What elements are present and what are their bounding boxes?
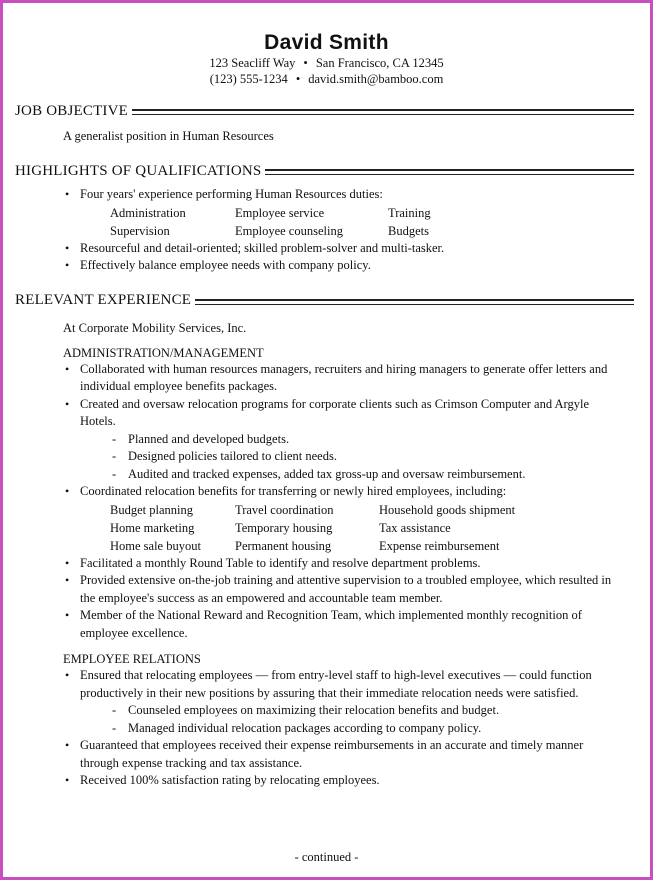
list-item: • Collaborated with human resources managers, recruiters and hiring managers to generate offer letters and individual employee benefits packages. <box>63 361 620 396</box>
list-item: • Guaranteed that employees received their expense reimbursements in an accurate and timely manner through expense tracking and tax assistance. <box>63 737 620 772</box>
subsection-title: EMPLOYEE RELATIONS <box>63 652 201 666</box>
benefit-item: Home marketing <box>110 520 195 535</box>
list-item <box>63 483 620 555</box>
list-item: • Member of the National Reward and Recognition Team, which implemented monthly recognition of employee excellence. <box>63 607 620 642</box>
experience-heading <box>15 289 634 313</box>
benefit-item: Household goods shipment <box>379 502 516 517</box>
list-item <box>63 186 620 240</box>
benefit-item: Tax assistance <box>379 520 451 535</box>
list-item-text: Coordinated relocation benefits for transferring or newly hired employees, including: <box>80 484 507 498</box>
list-item <box>63 396 620 484</box>
benefit-item: Travel coordination <box>235 502 334 517</box>
continued-note: - continued - <box>294 850 359 864</box>
sub-list <box>110 431 620 484</box>
sub-list <box>110 702 620 737</box>
duty-item: Employee service <box>235 205 325 220</box>
benefit-item: Budget planning <box>110 502 193 517</box>
bullet-separator: • <box>295 72 301 86</box>
email-address: david.smith@bamboo.com <box>308 72 444 86</box>
list-item-text: Four years' experience performing Human Resources duties: <box>80 187 383 201</box>
list-item: • Received 100% satisfaction rating by relocating employees. <box>63 772 620 790</box>
duties-grid <box>110 204 620 240</box>
address-line <box>3 55 650 71</box>
duty-item: Administration <box>110 205 186 220</box>
list-item: • Resourceful and detail-oriented; skilled problem-solver and multi-tasker. <box>63 240 620 258</box>
list-item-text: Ensured that relocating employees — from entry-level staff to high-level executives — could function productively in their new positions by assuring that their immediate relocation needs were satisfied. <box>80 668 592 700</box>
street-address: 123 Seacliff Way <box>209 56 296 70</box>
objective-text: A generalist position in Human Resources <box>63 129 274 143</box>
list-item: • Effectively balance employee needs with company policy. <box>63 257 620 275</box>
sub-list-item: - Designed policies tailored to client needs. <box>110 448 620 466</box>
benefit-item: Temporary housing <box>235 520 333 535</box>
benefits-grid <box>110 501 620 555</box>
city-state-zip: San Francisco, CA 12345 <box>315 56 444 70</box>
highlights-heading <box>15 159 634 183</box>
duty-item: Budgets <box>388 223 429 238</box>
sub-list-item: - Planned and developed budgets. <box>110 431 620 449</box>
section-rule <box>132 109 634 115</box>
resume-header <box>3 31 650 87</box>
objective-heading <box>15 99 634 123</box>
subsection-title: ADMINISTRATION/MANAGEMENT <box>63 345 264 360</box>
section-title: RELEVANT EXPERIENCE <box>15 292 195 309</box>
list-item-text: Created and oversaw relocation programs for corporate clients such as Crimson Computer and Argyle Hotels. <box>80 396 589 428</box>
section-title: JOB OBJECTIVE <box>15 103 132 120</box>
section-title: HIGHLIGHTS OF QUALIFICATIONS <box>15 163 265 180</box>
duty-item: Supervision <box>110 223 170 238</box>
benefit-item: Permanent housing <box>235 538 332 553</box>
company-name: At Corporate Mobility Services, Inc. <box>63 320 247 335</box>
bullet-separator: • <box>303 56 308 70</box>
benefit-item: Expense reimbursement <box>379 538 500 553</box>
duty-item: Employee counseling <box>235 223 343 238</box>
sub-list-item: - Counseled employees on maximizing their relocation benefits and budget. <box>110 702 620 720</box>
section-rule <box>195 299 634 305</box>
sub-list-item: - Audited and tracked expenses, added tax gross-up and oversaw reimbursement. <box>110 466 620 484</box>
candidate-name: David Smith <box>264 31 389 54</box>
list-item: • Facilitated a monthly Round Table to identify and resolve department problems. <box>63 555 620 573</box>
relations-list <box>63 667 650 790</box>
sub-list-item: - Managed individual relocation packages according to company policy. <box>110 720 620 738</box>
duty-item: Training <box>388 205 431 220</box>
contact-line <box>3 71 650 87</box>
section-rule <box>265 169 634 175</box>
list-item: • Provided extensive on-the-job training and attentive supervision to a troubled employee, which resulted in the employee's success as an empowered and accountable team member. <box>63 572 620 607</box>
list-item <box>63 667 620 737</box>
highlights-list <box>63 186 650 275</box>
phone-number: (123) 555-1234 <box>209 72 288 86</box>
benefit-item: Home sale buyout <box>110 538 201 553</box>
admin-list <box>63 361 650 643</box>
